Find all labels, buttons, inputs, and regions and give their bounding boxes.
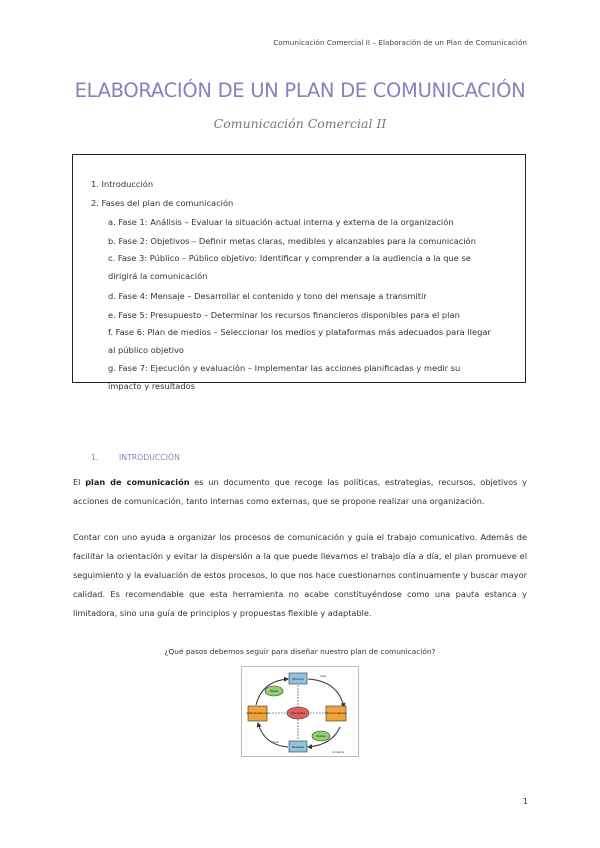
communication-cycle-figure <box>241 666 359 757</box>
node-actitudes-label: Actitudes Recursos <box>246 712 269 715</box>
plan-de-comunicacion-term: plan de comunicación <box>85 477 190 487</box>
node-pautas-label: Pautas <box>316 735 326 738</box>
node-tareas <box>265 686 283 696</box>
node-situacion-label: Situación <box>292 678 304 681</box>
node-informe <box>325 706 348 721</box>
page-number: 1 <box>522 797 528 806</box>
label-contextos: Contextos <box>332 751 345 754</box>
para1-post: es un documento que recoge las políticas, estrategias, recursos, objetivos y acciones de comunicación, tanto internas como externas, que se propone realizar una organización. <box>73 477 527 506</box>
node-mensajes <box>289 741 307 752</box>
node-actitudes <box>246 706 269 721</box>
table-of-contents <box>72 154 526 391</box>
document-subtitle: Comunicación Comercial II <box>213 116 387 131</box>
para1-pre: El <box>73 477 86 487</box>
intro-paragraph-1 <box>73 473 527 511</box>
figure-caption: ¿Qué pasos debemos seguir para diseñar nuestro plan de comunicación? <box>164 647 436 656</box>
running-header: Comunicación Comercial II – Elaboración de un Plan de Comunicación <box>273 38 527 47</box>
toc-item-intro: 1. Introducción <box>91 179 154 189</box>
arrow-top-right <box>308 679 344 707</box>
section-number: 1. <box>91 453 99 462</box>
toc-phase-7: g. Fase 7: Ejecución y evaluación – Implementar las acciones planificadas y medir su impacto y resultados <box>108 363 461 391</box>
node-intercambio <box>287 707 309 719</box>
label-ideas: Ideas <box>320 675 327 678</box>
toc-phase-6: f. Fase 6: Plan de medios – Seleccionar los medios y plataformas más adecuados para llegar al público objetivo <box>108 327 491 355</box>
section-title: INTRODUCCIÓN <box>119 453 180 462</box>
intro-paragraph-2: Contar con uno ayuda a organizar los procesos de comunicación y guía el trabajo comunicativo. Además de facilitar la orientación y evitar la dispersión a la que puede llevarnos el trabajo día a día, el plan promueve el seguimiento y la evaluación de estos procesos, lo que nos hace cuestionarnos continuamente y buscar mayor calidad. Es recomendable que esta herramienta no acabe constituyéndose como una pauta estanca y limitadora, sino una guía de principios y propuestas flexible y adaptable. <box>73 532 527 618</box>
node-tareas-label: Tareas <box>269 690 279 693</box>
document-title: ELABORACIÓN DE UN PLAN DE COMUNICACIÓN <box>74 79 526 102</box>
toc-phase-2: b. Fase 2: Objetivos – Definir metas claras, medibles y alcanzables para la comunicación <box>108 236 476 246</box>
toc-phase-1: a. Fase 1: Análisis – Evaluar la situación actual interna y externa de la organización <box>108 217 454 227</box>
node-pautas <box>312 731 330 741</box>
node-intercambio-label: Intercambio <box>290 712 306 715</box>
toc-phase-5: e. Fase 5: Presupuesto – Determinar los recursos financieros disponibles para el plan <box>108 310 460 320</box>
node-mensajes-label: Mensajes <box>291 746 305 749</box>
node-informe-label: Informe Creencias <box>325 712 347 715</box>
label-canal: Canal <box>272 741 279 744</box>
section-heading-intro <box>91 453 180 462</box>
cycle-diagram <box>242 667 358 756</box>
toc-item-phases: 2. Fases del plan de comunicación <box>91 198 234 208</box>
toc-phase-3: c. Fase 3: Público – Público objetivo: Identificar y comprender a la audiencia a la que se dirigirá la comunicación <box>108 253 471 281</box>
toc-phase-4: d. Fase 4: Mensaje – Desarrollar el contenido y tono del mensaje a transmitir <box>108 291 427 301</box>
node-situacion <box>289 673 307 684</box>
